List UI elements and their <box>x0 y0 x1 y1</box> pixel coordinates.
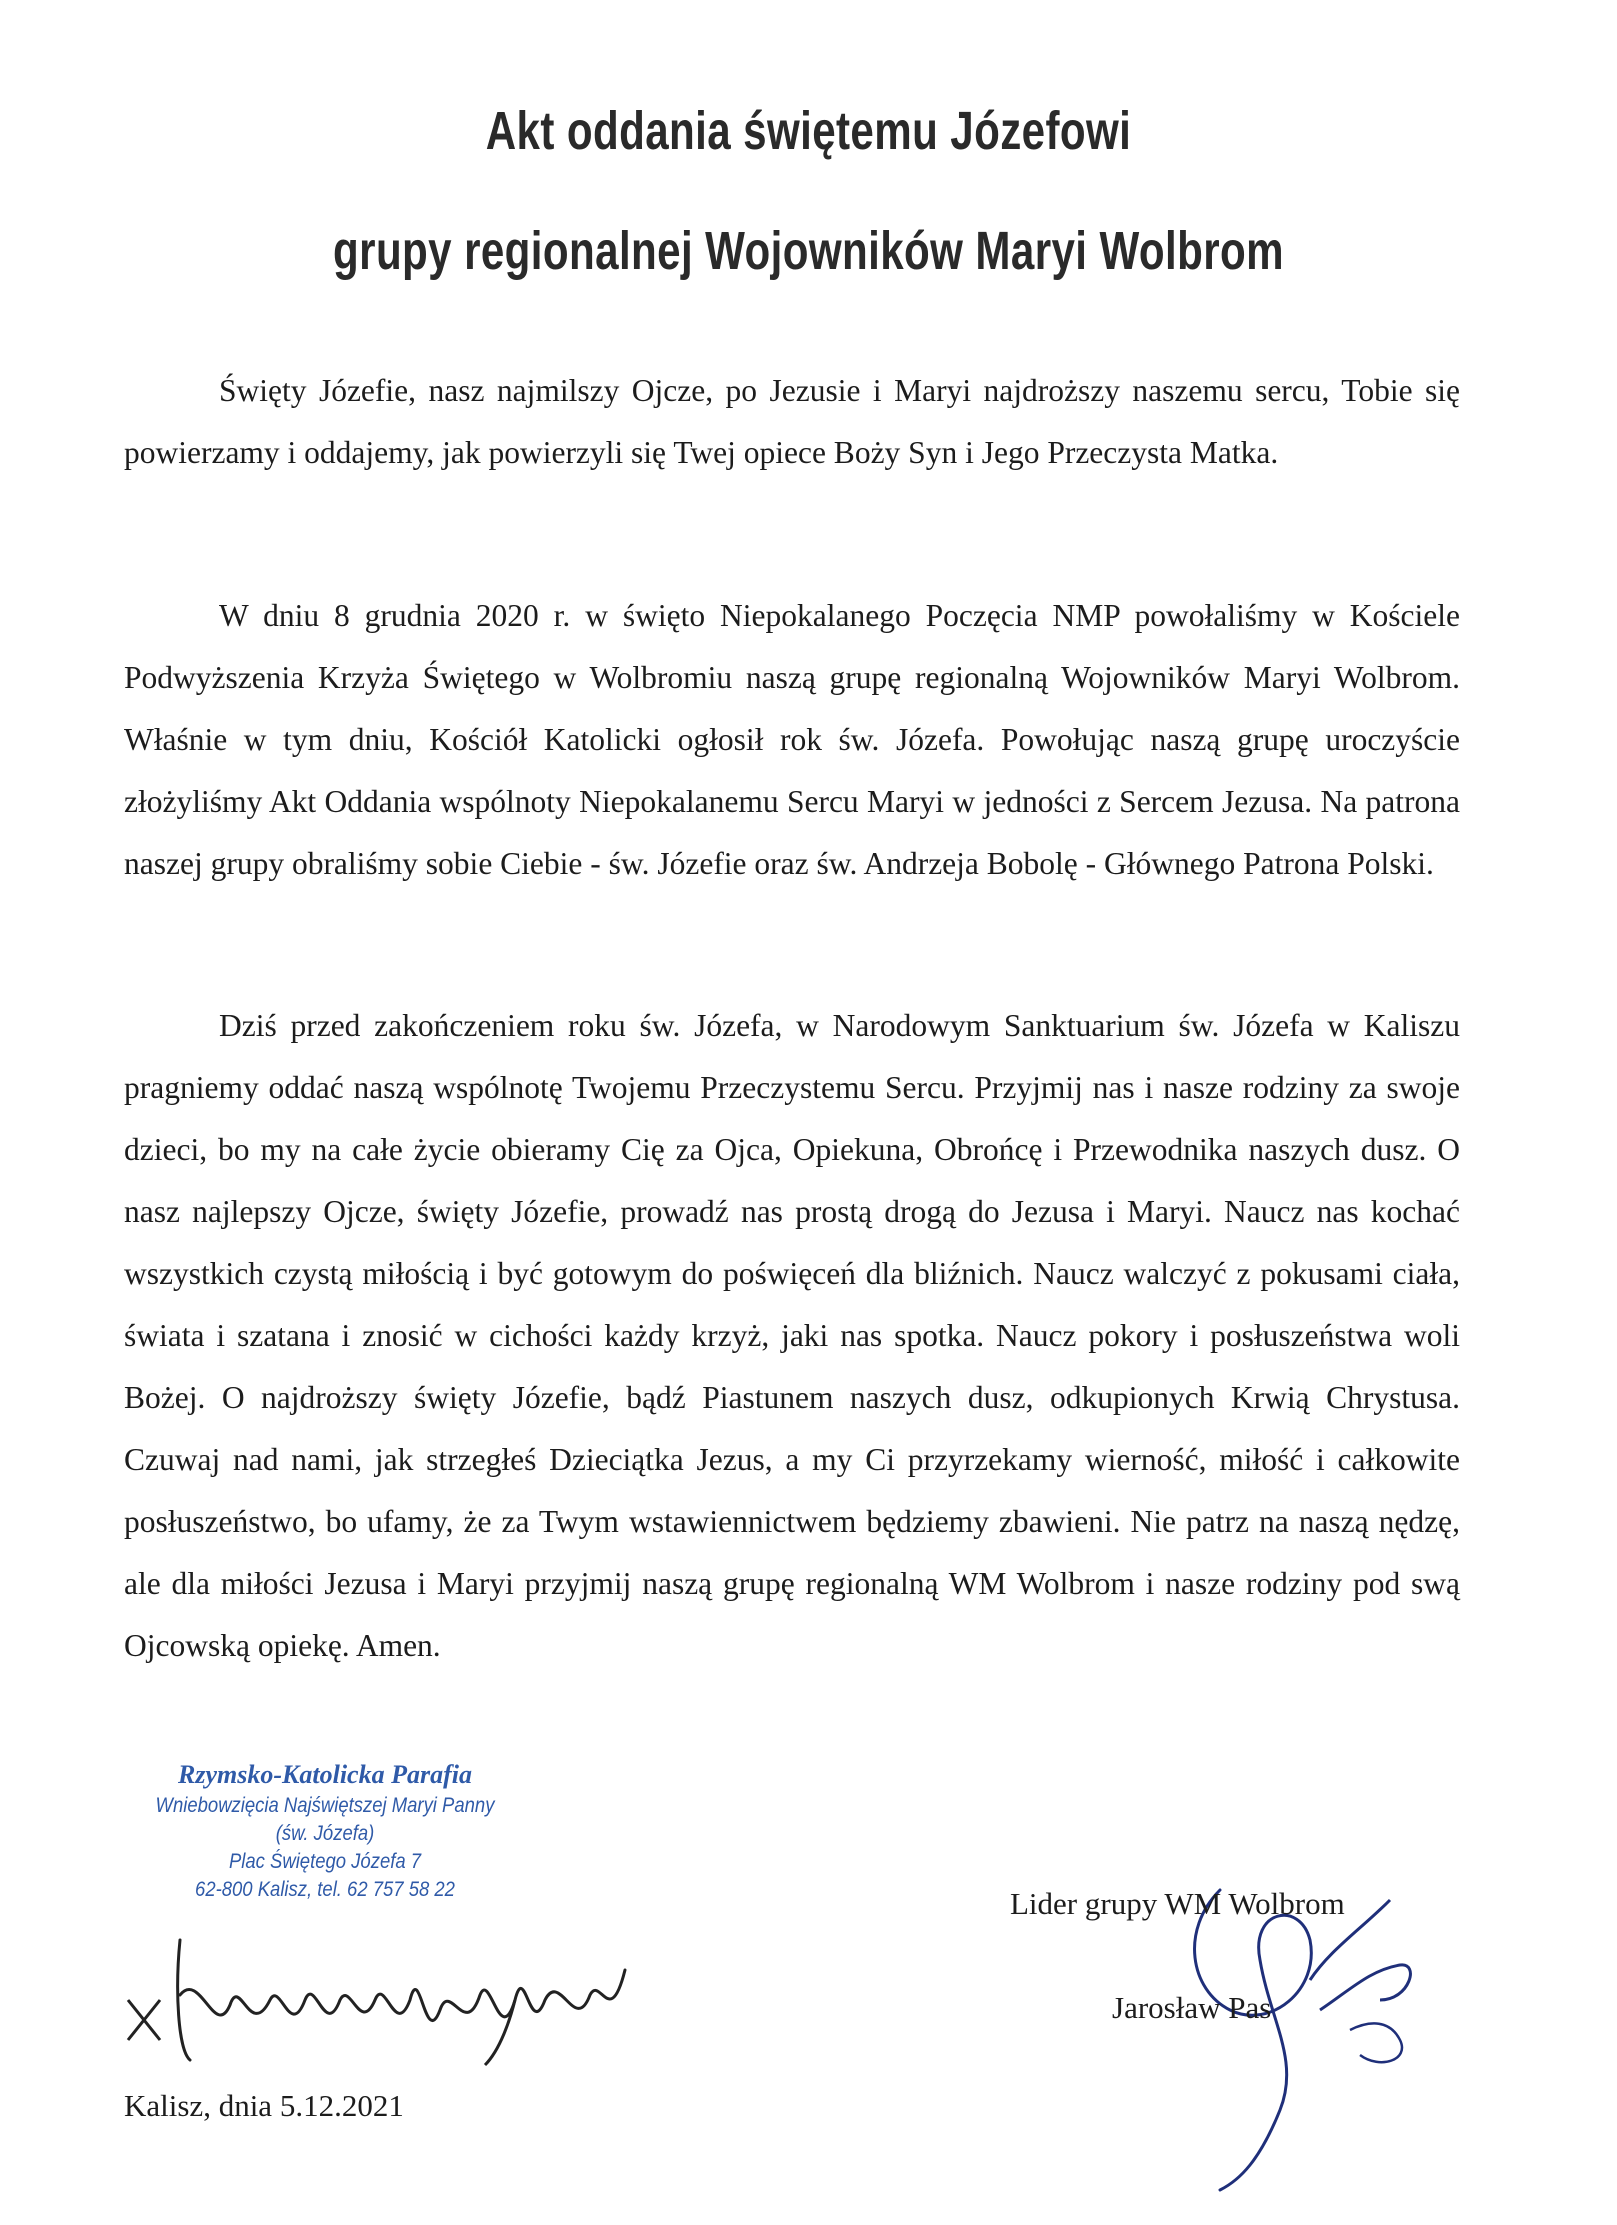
document-title-line-1: Akt oddania świętemu Józefowi <box>485 101 1132 161</box>
leader-name: Jarosław Pas <box>1112 1990 1272 2025</box>
stamp-line-2: (św. Józefa) <box>275 1822 375 1845</box>
priest-signature <box>120 1900 640 2070</box>
leader-label: Lider grupy WM Wolbrom <box>1010 1886 1345 1921</box>
stamp-line-1: Wniebowzięcia Najświętszej Maryi Panny <box>155 1794 495 1817</box>
paragraph-1: Święty Józefie, nasz najmilszy Ojcze, po Jezusie i Maryi najdroższy naszemu sercu, Tobie się powierzamy i oddajemy, jak powierzyli się Twej opiece Boży Syn i Jego Przeczysta Matka. <box>124 373 1460 470</box>
place-and-date: Kalisz, dnia 5.12.2021 <box>124 2088 404 2123</box>
stamp-parish-name: Rzymsko-Katolicka Parafia <box>178 1760 472 1789</box>
document-title-line-2: grupy regionalnej Wojowników Maryi Wolbrom <box>333 221 1284 281</box>
stamp-line-3: Plac Świętego Józefa 7 <box>228 1850 422 1873</box>
paragraph-2: W dniu 8 grudnia 2020 r. w święto Niepokalanego Poczęcia NMP powołaliśmy w Kościele Podwyższenia Krzyża Świętego w Wolbromiu naszą grupę regionalną Wojowników Maryi Wolbrom. Właśnie w tym dniu, Kościół Katolicki ogłosił rok św. Józefa. Powołując naszą grupę uroczyście złożyliśmy Akt Oddania wspólnoty Niepokalanemu Sercu Maryi w jedności z Sercem Jezusa. Na patrona naszej grupy obraliśmy sobie Ciebie - św. Józefie oraz św. Andrzeja Bobolę - Głównego Patrona Polski. <box>124 598 1460 881</box>
paragraph-3: Dziś przed zakończeniem roku św. Józefa, w Narodowym Sanktuarium św. Józefa w Kaliszu pragniemy oddać naszą wspólnotę Twojemu Przeczystemu Sercu. Przyjmij nas i nasze rodziny za swoje dzieci, bo my na całe życie obieramy Cię za Ojca, Opiekuna, Obrońcę i Przewodnika naszych dusz. O nasz najlepszy Ojcze, święty Józefie, prowadź nas prostą drogą do Jezusa i Maryi. Naucz nas kochać wszystkich czystą miłością i być gotowym do poświęceń dla bliźnich. Naucz walczyć z pokusami ciała, świata i szatana i znosić w cichości każdy krzyż, jaki nas spotka. Naucz pokory i posłuszeństwa woli Bożej. O najdroższy święty Józefie, bądź Piastunem naszych dusz, odkupionych Krwią Chrystusa. Czuwaj nad nami, jak strzegłeś Dzieciątka Jezus, a my Ci przyrzekamy wierność, miłość i całkowite posłuszeństwo, bo ufamy, że za Twym wstawiennictwem będziemy zbawieni. Nie patrz na naszą nędzę, ale dla miłości Jezusa i Maryi przyjmij naszą grupę regionalną WM Wolbrom i nasze rodziny pod swą Ojcowską opiekę. Amen. <box>124 1008 1460 1663</box>
stamp-line-4: 62-800 Kalisz, tel. 62 757 58 22 <box>195 1878 455 1901</box>
parish-stamp <box>130 1758 520 1904</box>
